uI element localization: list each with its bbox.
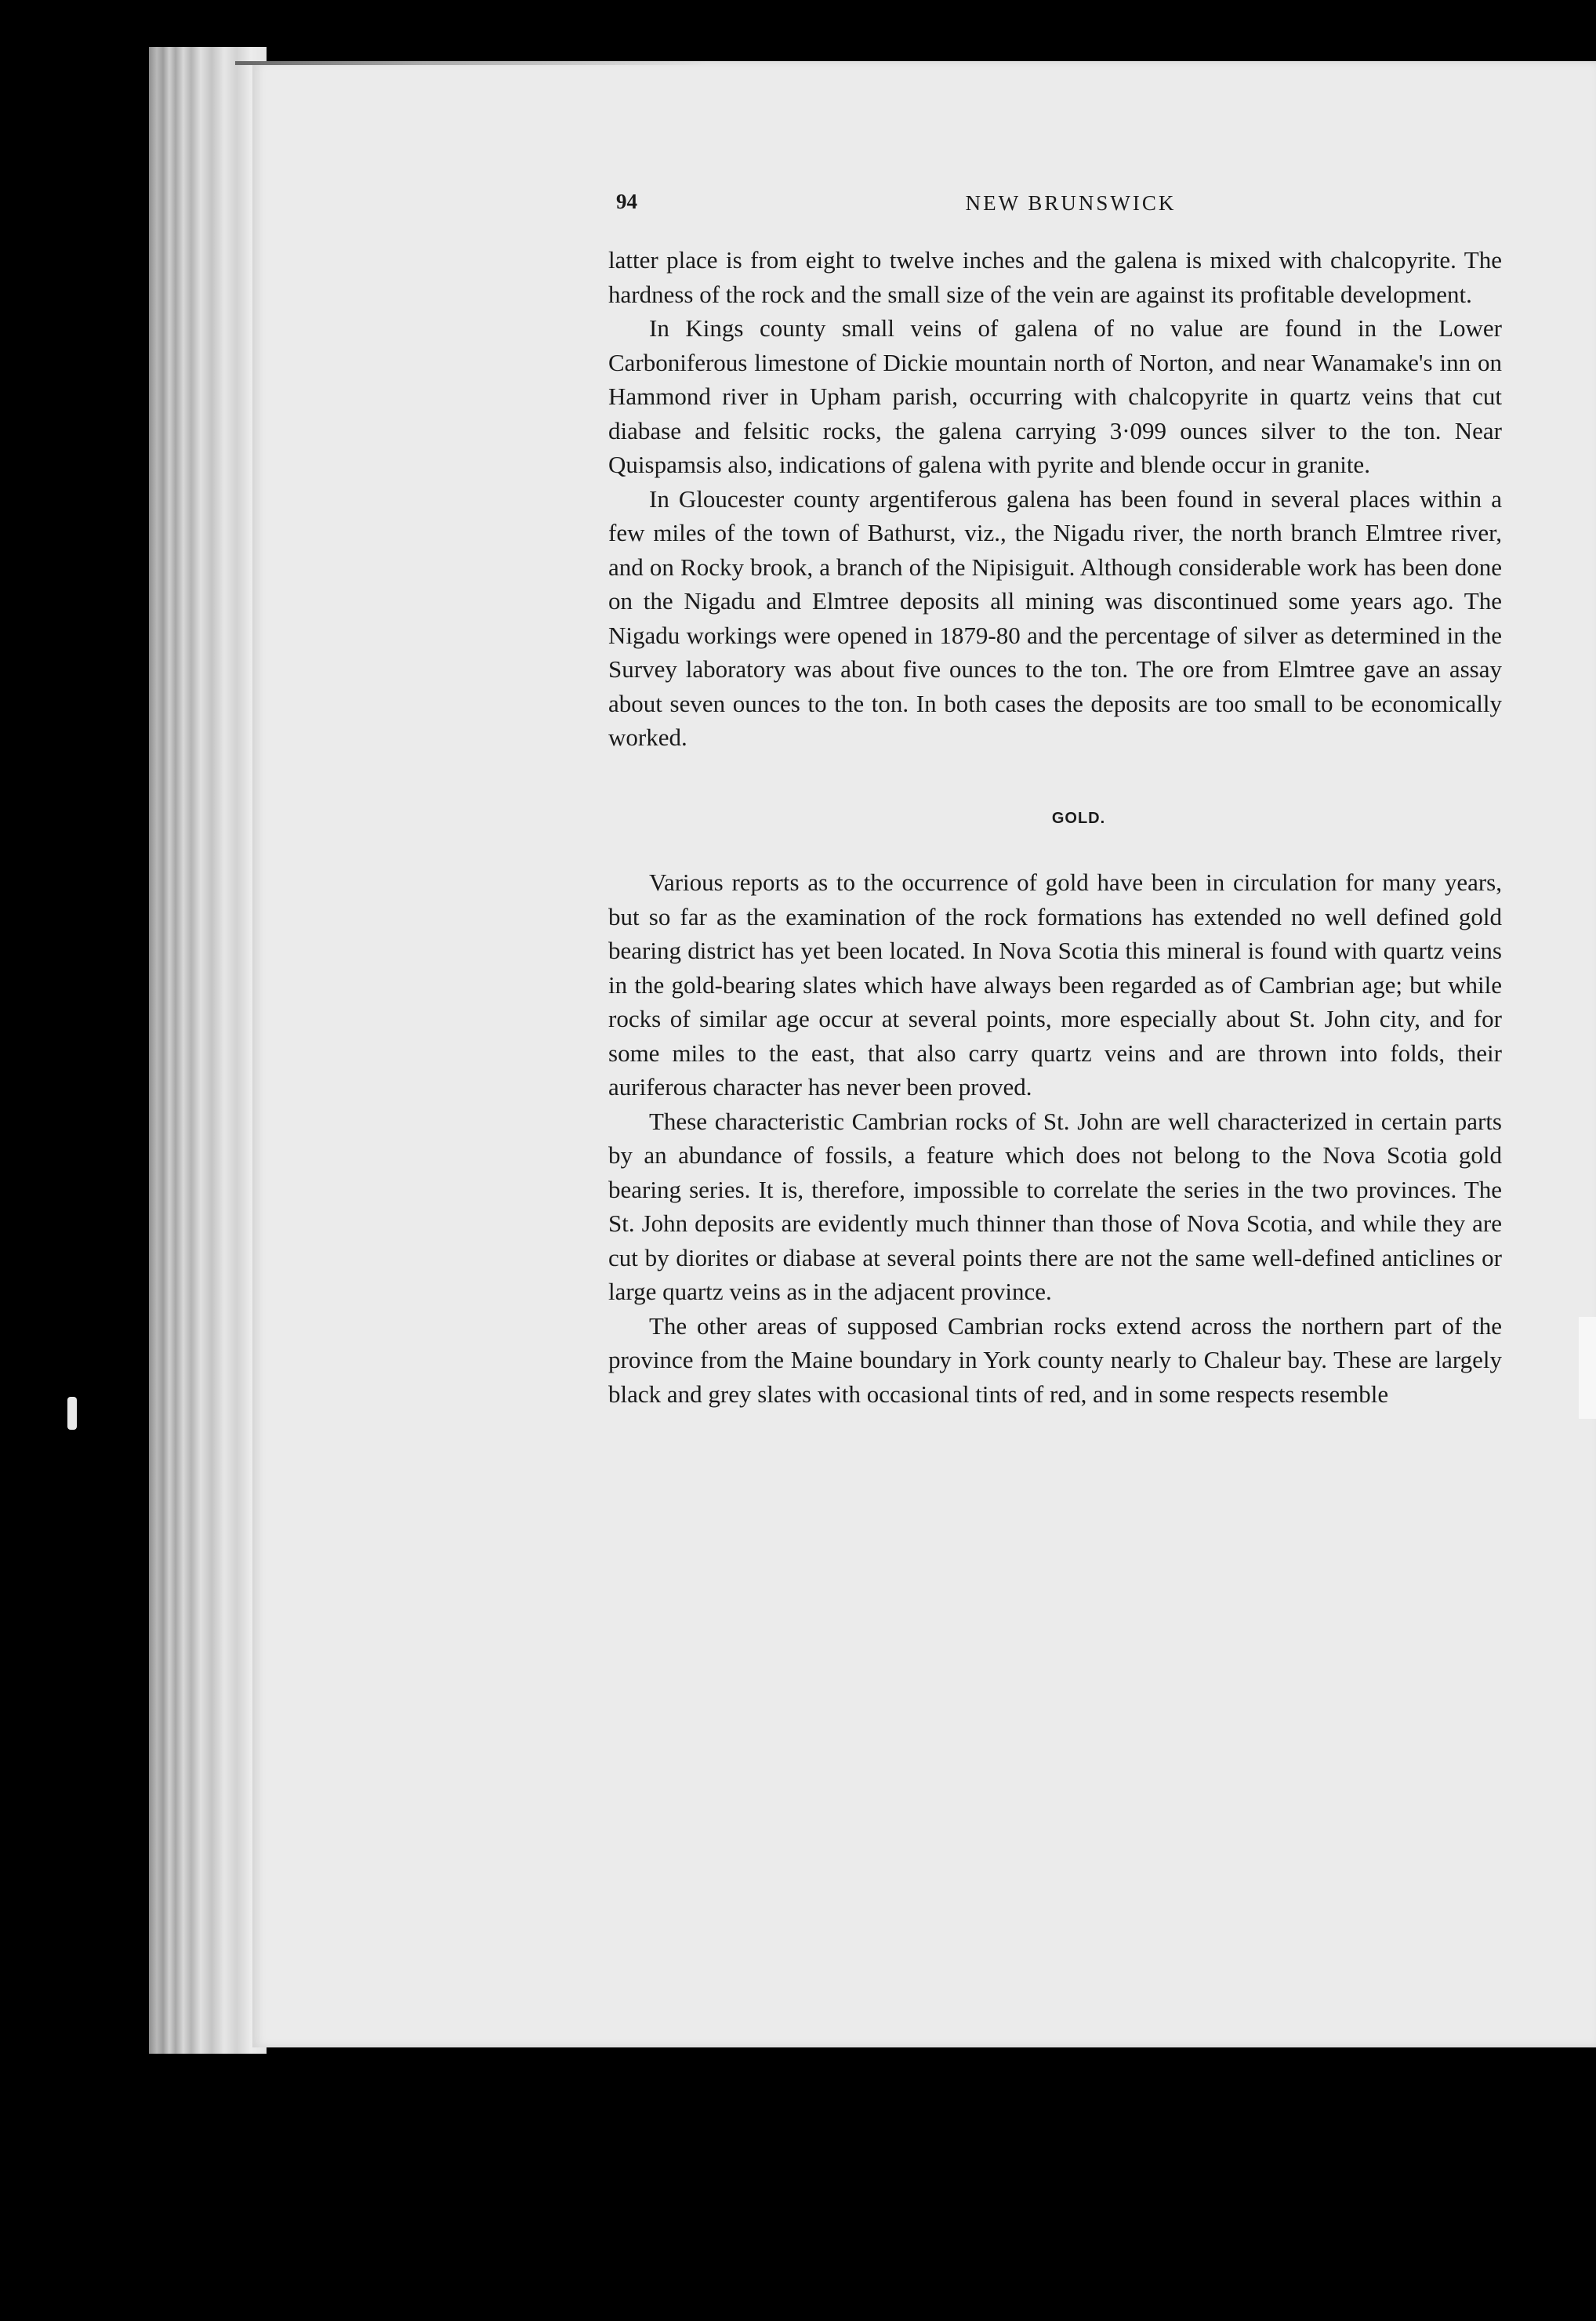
paragraph: latter place is from eight to twelve inches and the galena is mixed with chalcopyrite. The hardness of the rock and the small size of the vein are against its profitable development. <box>608 246 1502 308</box>
scan-mark <box>67 1397 77 1430</box>
paragraph: Various reports as to the occurrence of gold have been in circulation for many years, but so far as the examination of the rock formations has extended no well defined gold bearing district has yet been located. In Nova Scotia this mineral is found with quartz veins in the gold-bearing slates which have always been regarded as of Cambrian age; but while rocks of similar age occur at several points, more especially about St. John city, and for some miles to the east, that also carry quartz veins and are thrown into folds, their auriferous character has never been proved. <box>608 869 1502 1101</box>
page-edges <box>149 47 267 2054</box>
page-text-block <box>608 185 1502 1411</box>
section-heading: GOLD. <box>1051 809 1106 827</box>
paragraph: The other areas of supposed Cambrian rocks extend across the northern part of the province from the Maine boundary in York county nearly to Chaleur bay. These are largely black and grey slates with occasional tints of red, and in some respects resemble <box>608 1311 1502 1408</box>
page-top-edge <box>235 61 706 65</box>
paragraph: In Gloucester county argentiferous galena has been found in several places within a few miles of the town of Bathurst, viz., the Nigadu river, the north branch Elmtree river, and on Rocky brook, a branch of the Nipisiguit. Although considerable work has been done on the Nigadu and Elmtree deposits all mining was discontinued some years ago. The Nigadu workings were opened in 1879-80 and the percentage of silver as determined in the Survey laboratory was about five ounces to the ton. The ore from Elmtree gave an assay about seven ounces to the ton. In both cases the deposits are too small to be economically worked. <box>608 484 1502 751</box>
page-header <box>608 185 1502 226</box>
paragraph: These characteristic Cambrian rocks of St. John are well characterized in certain parts by an abundance of fossils, a feature which does not belong to the Nova Scotia gold bearing series. It is, therefore, impossible to correlate the series in the two provinces. The St. John deposits are evidently much thinner than those of Nova Scotia, and while they are cut by diorites or diabase at several points there are not the same well-defined anticlines or large quartz veins as in the adjacent province. <box>608 1107 1502 1305</box>
running-head: NEW BRUNSWICK <box>965 191 1177 215</box>
page-number: 94 <box>616 190 637 213</box>
page-tear-strip <box>1579 1317 1596 1419</box>
paragraph: In Kings county small veins of galena of no value are found in the Lower Carboniferous limestone of Dickie mountain north of Norton, and near Wanamake's inn on Hammond river in Upham parish, occurring with chalcopyrite in quartz veins that cut diabase and felsitic rocks, the galena carrying 3·099 ounces silver to the ton. Near Quispamsis also, indications of galena with pyrite and blende occur in granite. <box>608 314 1502 478</box>
